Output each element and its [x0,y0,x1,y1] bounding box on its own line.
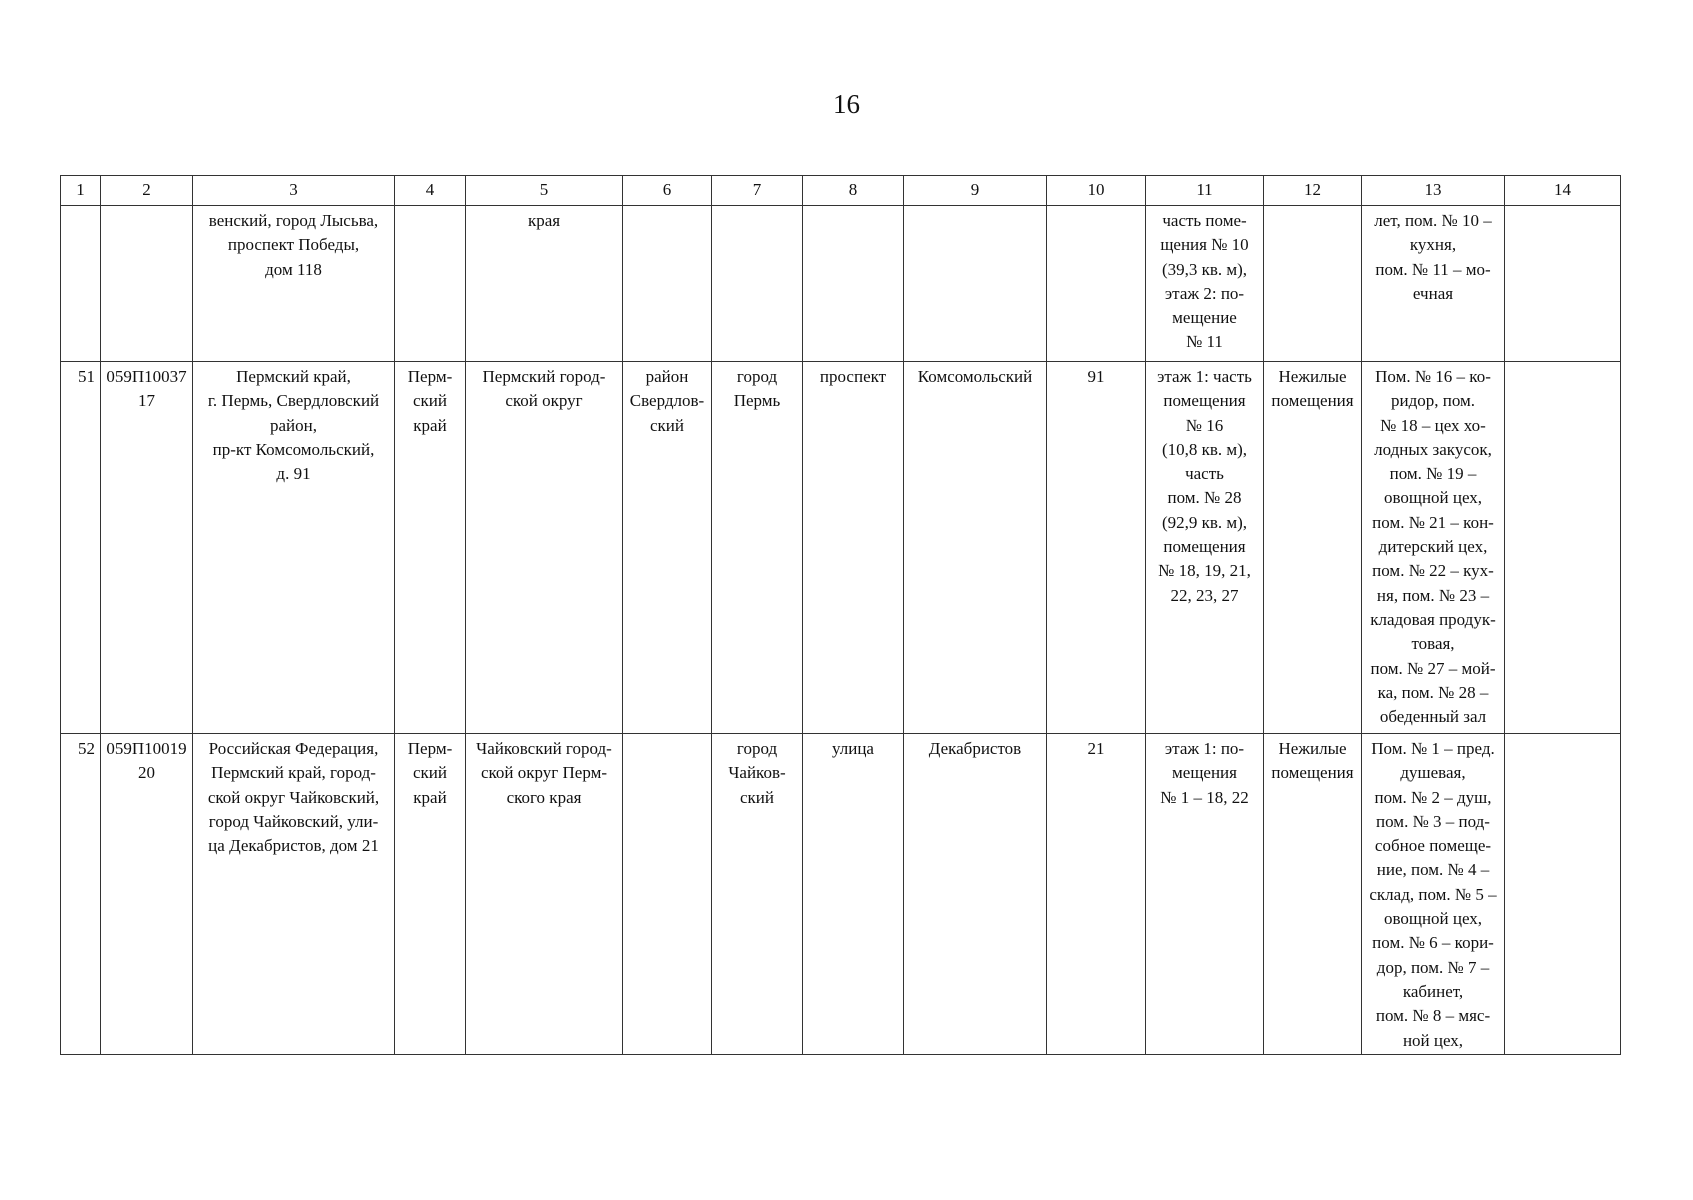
cell-text-line: дом 118 [265,259,322,279]
table-cell-col-11 [1146,206,1264,362]
column-header: 1 [61,176,101,206]
table-cell-col-1 [61,734,101,1055]
cell-text-line: город [736,739,778,758]
table-cell-col-5 [466,206,623,362]
cell-text-line: пом. № 11 – мо- [1375,259,1491,279]
cell-text-line: Пермский город- [482,367,606,386]
cell-text-line: (92,9 кв. м), [1161,512,1248,532]
cell-text-line: ский [413,391,447,411]
column-header: 12 [1264,176,1362,206]
table-cell-col-5 [466,362,623,734]
table-cell-col-8 [803,734,904,1055]
cell-text-line: Декабристов [928,739,1022,758]
cell-text-line: ский [650,415,684,435]
table-row [61,362,1621,734]
cell-text-line: мещения [1172,763,1237,783]
cell-text-line: этаж 1: по- [1164,739,1245,758]
cell-text-line: кладовая продук- [1370,609,1496,629]
cell-text-line: Пом. № 16 – ко- [1375,367,1491,386]
table-cell-col-4 [395,206,466,362]
table-cell-col-13 [1362,206,1505,362]
column-header: 11 [1146,176,1264,206]
table-cell-col-4 [395,734,466,1055]
cell-text-line: город Чайковский, ули- [208,811,379,831]
cell-text-line: душевая, [1400,763,1466,783]
table-cell-col-5 [466,734,623,1055]
cell-text-line: склад, пом. № 5 – [1369,884,1497,904]
column-header: 8 [803,176,904,206]
cell-text-line: (39,3 кв. м), [1161,259,1248,279]
cell-text-line: кухня, [1409,235,1457,255]
column-header: 4 [395,176,466,206]
table-cell-col-12 [1264,734,1362,1055]
cell-text-line: Комсомольский [917,367,1033,386]
table-cell-col-12 [1264,362,1362,734]
cell-text-line: ца Декабристов, дом 21 [208,836,379,856]
table-cell-col-9 [904,206,1047,362]
cell-text-line: 20 [138,763,155,783]
table-cell-col-6 [623,362,712,734]
table-cell-col-6 [623,206,712,362]
cell-text-line: 059П10037 [106,367,187,386]
table-cell-col-11 [1146,734,1264,1055]
cell-text-line: Пом. № 1 – пред. [1371,739,1495,758]
cell-text-line: д. 91 [276,464,311,484]
cell-text-line: 059П10019 [106,739,187,758]
cell-text-line: ние, пом. № 4 – [1376,860,1490,880]
cell-text-line: 17 [138,391,155,411]
cell-text-line: помещения [1271,763,1354,783]
column-header: 3 [193,176,395,206]
cell-text-line: помещения [1163,391,1246,411]
column-header: 10 [1047,176,1146,206]
cell-text-line: мещение [1172,308,1237,328]
cell-text-line: этаж 1: часть [1157,367,1252,386]
cell-text-line: щения № 10 [1160,235,1249,255]
cell-text-line: край [413,787,447,807]
cell-text-line: пом. № 3 – под- [1376,811,1490,831]
cell-text-line: Российская Федерация, [208,739,379,758]
table-cell-col-14 [1505,362,1621,734]
column-header-row [61,176,1621,206]
table-cell-col-4 [395,362,466,734]
cell-text-line: лодных закусок, [1374,439,1492,459]
cell-text-line: 22, 23, 27 [1170,585,1239,605]
table-cell-col-1 [61,206,101,362]
column-header: 9 [904,176,1047,206]
cell-text-line: часть поме- [1162,211,1247,230]
cell-text-line: Пермский край, город- [211,763,376,783]
cell-text-line: пом. № 8 – мяс- [1375,1006,1491,1026]
cell-text-line: края [527,211,561,230]
cell-text-line: проспект [819,367,887,386]
table-cell-col-10 [1047,734,1146,1055]
table-cell-col-6 [623,734,712,1055]
cell-text-line: пом. № 28 [1167,488,1242,508]
cell-text-line: ского края [506,787,582,807]
cell-text-line: Свердлов- [629,391,705,411]
table-cell-col-7 [712,362,803,734]
cell-text-line: 21 [1087,739,1105,758]
page-number: 16 [833,89,860,119]
cell-text-line: пом. № 27 – мой- [1370,658,1496,678]
cell-text-line: № 1 – 18, 22 [1160,787,1249,807]
cell-text-line: кабинет, [1402,981,1464,1001]
cell-text-line: (10,8 кв. м), [1161,439,1248,459]
cell-text-line: дитерский цех, [1378,537,1488,557]
table-row [61,206,1621,362]
cell-text-line: ридор, пом. [1390,391,1476,411]
cell-text-line: ский [740,787,774,807]
cell-text-line: пом. № 2 – душ, [1374,787,1492,807]
table-cell-col-2 [101,206,193,362]
cell-text-line: венский, город Лысьва, [208,211,379,230]
cell-text-line: товая, [1411,634,1455,654]
column-header: 14 [1505,176,1621,206]
table-cell-col-14 [1505,206,1621,362]
table-cell-col-7 [712,734,803,1055]
table-body [61,176,1621,1055]
cell-text-line: № 16 [1185,415,1224,435]
cell-text-line: пр-кт Комсомольский, [212,439,375,459]
column-header: 13 [1362,176,1505,206]
table-cell-col-2 [101,362,193,734]
table-cell-col-13 [1362,734,1505,1055]
cell-text-line: Пермский край, [236,367,351,386]
cell-text-line: город [736,367,778,386]
table-row [61,734,1621,1055]
cell-text-line: овощной цех, [1383,909,1483,929]
cell-text-line: ской округ [505,391,583,411]
table-cell-col-13 [1362,362,1505,734]
cell-text-line: район, [270,415,317,435]
table-cell-col-10 [1047,362,1146,734]
table-cell-col-1 [61,362,101,734]
cell-text-line: часть [1185,464,1224,484]
cell-text-line: ской округ Перм- [480,763,608,783]
cell-text-line: лет, пом. № 10 – [1374,211,1492,230]
cell-text-line: ечная [1412,283,1454,303]
table-cell-col-8 [803,362,904,734]
cell-text-line: проспект Победы, [227,235,360,255]
table-cell-col-3 [193,362,395,734]
cell-text-line: № 11 [1186,332,1223,352]
cell-text-line: пом. № 19 – [1389,464,1477,484]
cell-text-line: Чайков- [728,763,786,783]
table-cell-col-8 [803,206,904,362]
column-header: 7 [712,176,803,206]
column-header: 6 [623,176,712,206]
table-cell-col-10 [1047,206,1146,362]
cell-text-line: пом. № 22 – кух- [1372,561,1494,581]
cell-text-line: помещения [1271,391,1354,411]
cell-text-line: дор, пом. № 7 – [1376,957,1490,977]
cell-text-line: ка, пом. № 28 – [1377,682,1489,702]
cell-text-line: Чайковский город- [476,739,612,758]
column-header: 2 [101,176,193,206]
column-header: 5 [466,176,623,206]
cell-text-line: ской округ Чайковский, [207,787,380,807]
cell-text-line: 51 [78,367,95,386]
cell-text-line: ной цех, [1402,1030,1464,1050]
cell-text-line: № 18, 19, 21, [1158,561,1251,581]
cell-text-line: пом. № 21 – кон- [1372,512,1494,532]
cell-text-line: № 18 – цех хо- [1380,415,1486,435]
cell-text-line: Пермь [733,391,781,411]
cell-text-line: 91 [1087,367,1105,386]
table-cell-col-3 [193,206,395,362]
registry-table [60,175,1621,1055]
cell-text-line: край [413,415,447,435]
table-cell-col-3 [193,734,395,1055]
table-cell-col-2 [101,734,193,1055]
cell-text-line: собное помеще- [1374,836,1492,856]
table-cell-col-14 [1505,734,1621,1055]
cell-text-line: этаж 2: по- [1164,283,1245,303]
table-cell-col-7 [712,206,803,362]
cell-text-line: Перм- [407,739,453,758]
cell-text-line: овощной цех, [1383,488,1483,508]
table-cell-col-9 [904,734,1047,1055]
cell-text-line: Перм- [407,367,453,386]
cell-text-line: район [645,367,689,386]
cell-text-line: Нежилые [1278,739,1347,758]
cell-text-line: г. Пермь, Свердловский [207,391,380,411]
cell-text-line: пом. № 6 – кори- [1372,933,1494,953]
cell-text-line: ня, пом. № 23 – [1376,585,1490,605]
cell-text-line: помещения [1163,537,1246,557]
cell-text-line: 52 [78,739,95,758]
cell-text-line: Нежилые [1278,367,1347,386]
table-cell-col-12 [1264,206,1362,362]
cell-text-line: обеденный зал [1379,707,1487,727]
table-cell-col-9 [904,362,1047,734]
cell-text-line: ский [413,763,447,783]
table-cell-col-11 [1146,362,1264,734]
cell-text-line: улица [832,739,874,758]
